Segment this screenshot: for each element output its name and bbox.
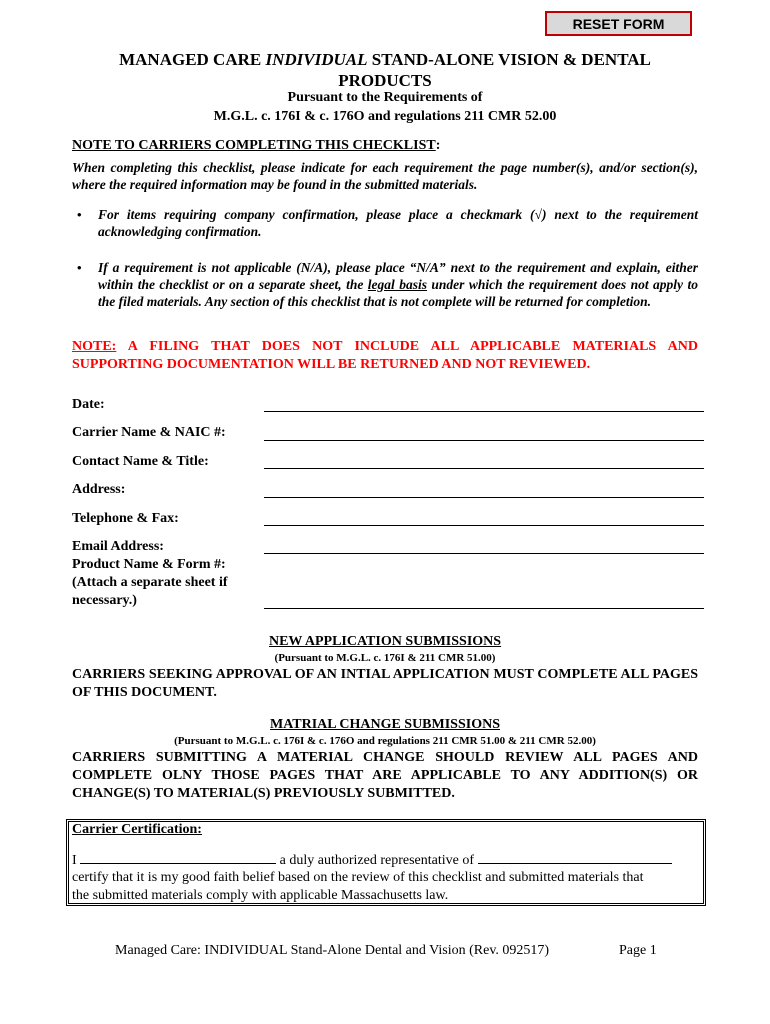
contact-name-label: Contact Name & Title:: [72, 454, 209, 469]
contact-name-field[interactable]: [264, 468, 704, 469]
bullet-2-text: If a requirement is not applicable (N/A), please place “N/A” next to the requirement and explain, either within the checklist or on a separate sheet, the legal basis under which the requirement does not apply to the filed materials. Any section of this checklist that is not complete will be returned for completion.: [98, 260, 698, 309]
reset-form-button[interactable]: RESET FORM: [545, 11, 692, 36]
note-heading: NOTE TO CARRIERS COMPLETING THIS CHECKLIST:: [72, 138, 441, 153]
certification-line-1: I a duly authorized representative of: [72, 851, 702, 870]
bullet-2-symbol: •: [77, 260, 82, 275]
bullet-1-symbol: •: [77, 207, 82, 222]
filing-warning: NOTE: A FILING THAT DOES NOT INCLUDE ALL APPLICABLE MATERIALS AND SUPPORTING DOCUMENTATION WILL BE RETURNED AND NOT REVIEWED.: [72, 339, 698, 372]
carrier-name-field[interactable]: [264, 440, 704, 441]
email-label: Email Address:: [72, 539, 164, 554]
email-field[interactable]: [264, 553, 704, 554]
page-number: Page 1: [619, 943, 657, 958]
material-change-subheading: (Pursuant to M.G.L. c. 176I & c. 176O and regulations 211 CMR 51.00 & 211 CMR 52.00): [174, 735, 596, 747]
certification-line-2: certify that it is my good faith belief based on the review of this checklist and submitted materials that: [72, 870, 644, 885]
address-field[interactable]: [264, 497, 704, 498]
certification-line-3: the submitted materials comply with applicable Massachusetts law.: [72, 888, 449, 903]
phone-fax-field[interactable]: [264, 525, 704, 526]
new-application-subheading: (Pursuant to M.G.L. c. 176I & 211 CMR 51.00): [274, 652, 496, 664]
new-application-heading: NEW APPLICATION SUBMISSIONS: [268, 634, 502, 649]
date-label: Date:: [72, 397, 105, 412]
page-title: MANAGED CARE INDIVIDUAL STAND-ALONE VISION & DENTAL PRODUCTS: [119, 50, 651, 90]
new-application-text: CARRIERS SEEKING APPROVAL OF AN INTIAL APPLICATION MUST COMPLETE ALL PAGES OF THIS DOCUMENT.: [72, 667, 698, 700]
material-change-heading: MATRIAL CHANGE SUBMISSIONS: [269, 717, 500, 732]
product-name-field[interactable]: [264, 608, 704, 609]
date-field[interactable]: [264, 411, 704, 412]
product-name-label: Product Name & Form #: (Attach a separate sheet if necessary.): [72, 557, 228, 608]
carrier-name-label: Carrier Name & NAIC #:: [72, 425, 226, 440]
address-label: Address:: [72, 482, 126, 497]
note-intro: When completing this checklist, please indicate for each requirement the page number(s), and/or section(s), where the required information may be found in the submitted materials.: [72, 160, 698, 192]
company-name-field[interactable]: [478, 851, 672, 864]
phone-fax-label: Telephone & Fax:: [72, 511, 179, 526]
bullet-1-text: For items requiring company confirmation, please place a checkmark (√) next to the requirement acknowledging confirmation.: [98, 207, 698, 239]
representative-name-field[interactable]: [80, 851, 276, 864]
footer-text: Managed Care: INDIVIDUAL Stand-Alone Dental and Vision (Rev. 092517): [115, 943, 550, 958]
subtitle-line-1: Pursuant to the Requirements of: [287, 90, 483, 105]
material-change-text: CARRIERS SUBMITTING A MATERIAL CHANGE SHOULD REVIEW ALL PAGES AND COMPLETE OLNY THOSE PAGES THAT ARE APPLICABLE TO ANY ADDITION(S) OR CHANGE(S) TO MATERIAL(S) PREVIOUSLY SUBMITTED.: [72, 750, 698, 801]
certification-heading: Carrier Certification:: [72, 822, 202, 837]
subtitle-line-2: M.G.L. c. 176I & c. 176O and regulations 211 CMR 52.00: [213, 109, 557, 124]
